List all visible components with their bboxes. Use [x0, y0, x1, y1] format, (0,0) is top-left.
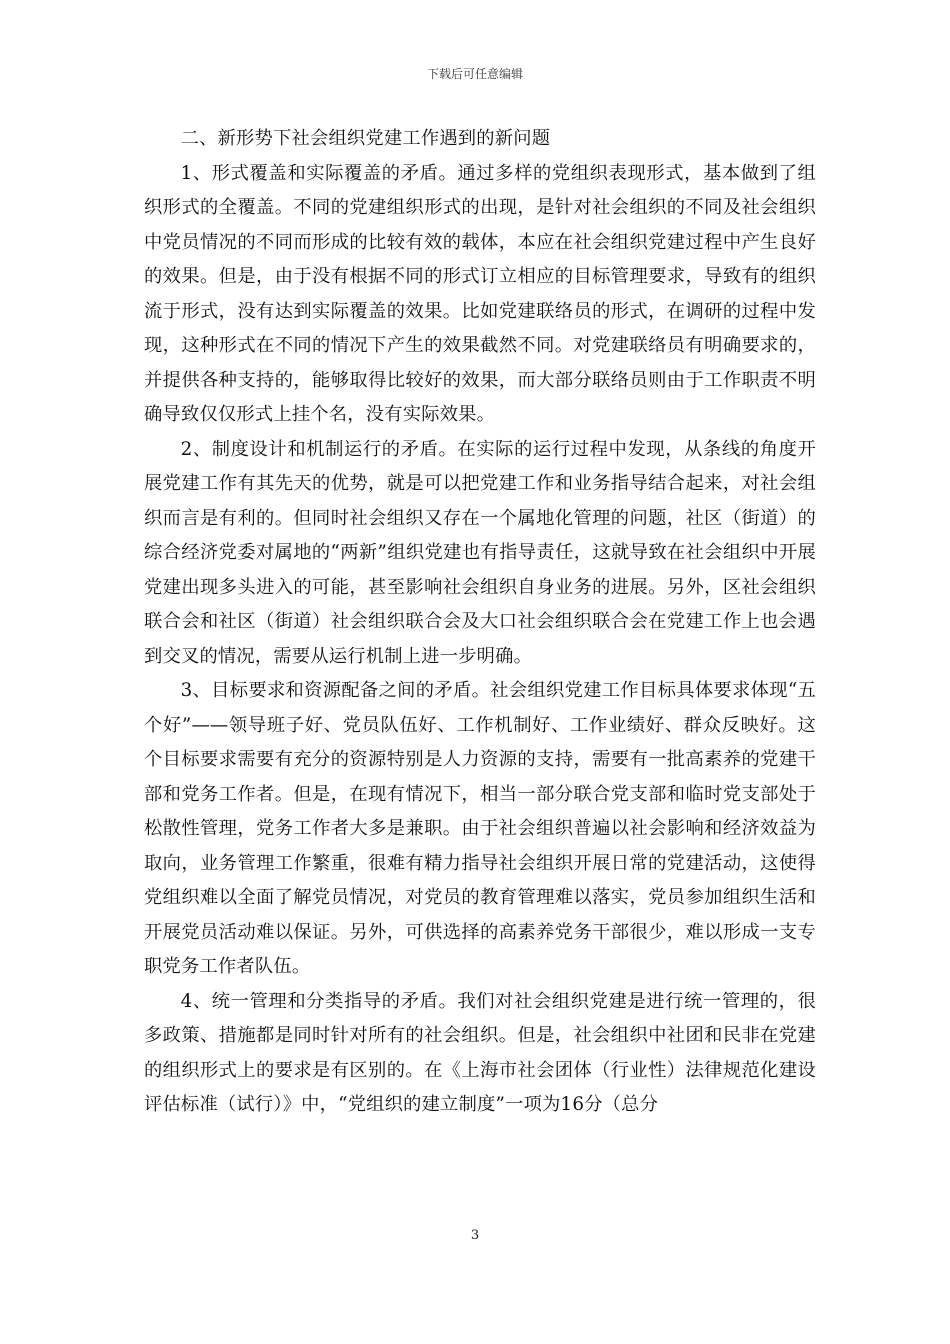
paragraph-4: 4、统一管理和分类指导的矛盾。我们对社会组织党建是进行统一管理的，很多政策、措施都是同时针对所有的社会组织。但是，社会组织中社团和民非在党建的组织形式上的要求是有区别的。在《上海市社会团体（行业性）法律规范化建设评估标准（试行）》中，“党组织的建立制度”一项为16分（总分 — [144, 990, 816, 1115]
document-body — [144, 122, 816, 1123]
paragraph-2: 2、制度设计和机制运行的矛盾。在实际的运行过程中发现，从条线的角度开展党建工作有其先天的优势，就是可以把党建工作和业务指导结合起来，对社会组织而言是有利的。但同时社会组织又存在一个属地化管理的问题，社区（街道）的综合经济党委对属地的“两新”组织党建也有指导责任，这就导致在社会组织中开展党建出现多头进入的可能，甚至影响社会组织自身业务的进展。另外，区社会组织联合会和社区（街道）社会组织联合会及大口社会组织联合会在党建工作上也会遇到交叉的情况，需要从运行机制上进一步明确。 — [144, 438, 816, 667]
page-header: 下载后可任意编辑 — [426, 67, 523, 81]
page-number: 3 — [470, 1228, 480, 1243]
paragraph-1: 1、形式覆盖和实际覆盖的矛盾。通过多样的党组织表现形式，基本做到了组织形式的全覆盖。不同的党建组织形式的出现，是针对社会组织的不同及社会组织中党员情况的不同而形成的比较有效的载体，本应在社会组织党建过程中产生良好的效果。但是，由于没有根据不同的形式订立相应的目标管理要求，导致有的组织流于形式，没有达到实际覆盖的效果。比如党建联络员的形式，在调研的过程中发现，这种形式在不同的情况下产生的效果截然不同。对党建联络员有明确要求的，并提供各种支持的，能够取得比较好的效果，而大部分联络员则由于工作职责不明确导致仅仅形式上挂个名，没有实际效果。 — [144, 162, 816, 425]
section-heading: 二、新形势下社会组织党建工作遇到的新问题 — [180, 128, 551, 149]
paragraph-3: 3、目标要求和资源配备之间的矛盾。社会组织党建工作目标具体要求体现“五个好”——领导班子好、党员队伍好、工作机制好、工作业绩好、群众反映好。这个目标要求需要有充分的资源特别是人力资源的支持，需要有一批高素养的党建干部和党务工作者。但是，在现有情况下，相当一部分联合党支部和临时党支部处于松散性管理，党务工作者大多是兼职。由于社会组织普遍以社会影响和经济效益为取向，业务管理工作繁重，很难有精力指导社会组织开展日常的党建活动，这使得党组织难以全面了解党员情况，对党员的教育管理难以落实，党员参加组织生活和开展党员活动难以保证。另外，可供选择的高素养党务干部很少，难以形成一支专职党务工作者队伍。 — [144, 680, 816, 977]
